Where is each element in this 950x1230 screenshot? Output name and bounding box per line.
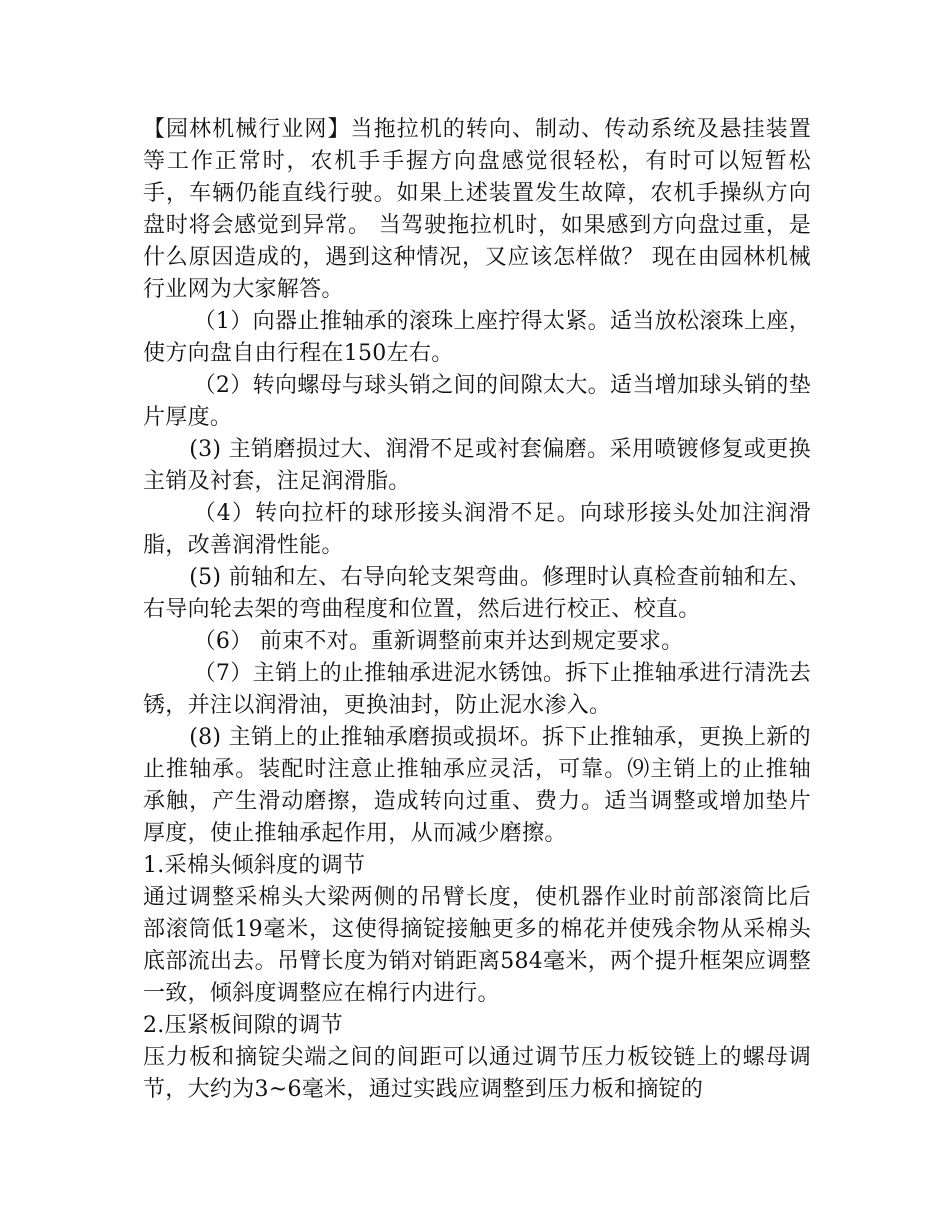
list-item-4: （4）转向拉杆的球形接头润滑不足。向球形接头处加注润滑脂，改善润滑性能。 <box>143 501 811 558</box>
section-heading-1: 1.采棉头倾斜度的调节 <box>143 853 366 878</box>
list-item-2: （2）转向螺母与球头销之间的间隙太大。适当增加球头销的垫片厚度。 <box>143 373 811 430</box>
list-item-5: (5) 前轴和左、右导向轮支架弯曲。修理时认真检查前轴和左、右导向轮去架的弯曲程度和位置，然后进行校正、校直。 <box>143 565 811 622</box>
section-body-2: 压力板和摘锭尖端之间的间距可以通过调节压力板铰链上的螺母调节，大约为3~6毫米，通过实践应调整到压力板和摘锭的 <box>143 1045 811 1102</box>
list-item-8: (8) 主销上的止推轴承磨损或损坏。拆下止推轴承，更换上新的止推轴承。装配时注意止推轴承应灵活，可靠。⑼主销上的止推轴承触，产生滑动磨擦，造成转向过重、费力。适当调整或增加垫片厚度，使止推轴承起作用，从而减少磨擦。 <box>143 725 811 846</box>
list-item-1: （1）向器止推轴承的滚珠上座拧得太紧。适当放松滚珠上座，使方向盘自由行程在150左右。 <box>143 309 811 366</box>
list-item-6: （6） 前束不对。重新调整前束并达到规定要求。 <box>193 629 684 654</box>
intro-paragraph: 【园林机械行业网】当拖拉机的转向、制动、传动系统及悬挂装置等工作正常时，农机手手握方向盘感觉很轻松，有时可以短暂松手，车辆仍能直线行驶。如果上述装置发生故障，农机手操纵方向盘时将会感觉到异常。 当驾驶拖拉机时，如果感到方向盘过重，是什么原因造成的，遇到这种情况，又应该怎样做？ 现在由园林机械行业网为大家解答。 <box>143 117 811 302</box>
section-body-1: 通过调整采棉头大梁两侧的吊臂长度，使机器作业时前部滚筒比后部滚筒低19毫米，这使得摘锭接触更多的棉花并使残余物从采棉头底部流出去。吊臂长度为销对销距离584毫米，两个提升框架应调整一致，倾斜度调整应在棉行内进行。 <box>143 885 811 1006</box>
section-heading-2: 2.压紧板间隙的调节 <box>143 1013 343 1038</box>
document-body <box>143 114 811 1106</box>
list-item-7: （7）主销上的止推轴承进泥水锈蚀。拆下止推轴承进行清洗去锈，并注以润滑油，更换油封，防止泥水渗入。 <box>143 661 811 718</box>
list-item-3: (3) 主销磨损过大、润滑不足或衬套偏磨。采用喷镀修复或更换主销及衬套，注足润滑脂。 <box>143 437 811 494</box>
